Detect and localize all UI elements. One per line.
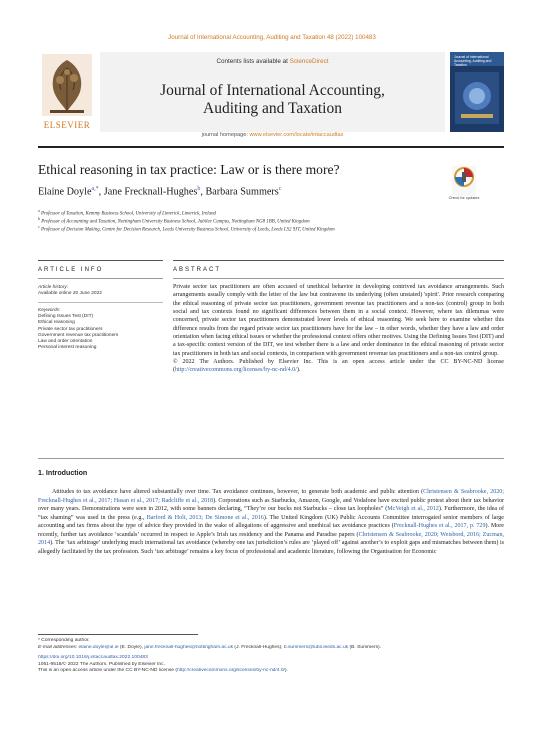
email-owner: (E. Doyle),: [118, 644, 145, 650]
doi-line: [38, 655, 504, 662]
article-title: Ethical reasoning in tax practice: Law or is there more?: [38, 162, 340, 177]
footnote-rule: [38, 634, 198, 635]
history-label: Article history:: [38, 285, 69, 290]
article-info-heading: ARTICLE INFO: [38, 267, 104, 273]
email-addresses: [38, 645, 504, 652]
affiliation-mark: b: [38, 216, 40, 221]
affiliation-mark: a: [38, 208, 40, 213]
keyword: Government revenue tax practitioners: [38, 332, 119, 338]
keyword: Personal interest reasoning: [38, 345, 97, 351]
crossmark-icon[interactable]: [452, 166, 476, 196]
email-link[interactable]: elaine.doyle@ul.ie: [78, 644, 119, 650]
publisher-wordmark: ELSEVIER: [43, 120, 91, 130]
running-head: Journal of International Accounting, Auditing and Taxation 48 (2022) 100483: [168, 34, 376, 41]
author-separator: ,: [98, 186, 104, 198]
author-name[interactable]: Elaine Doyle: [38, 186, 92, 198]
keyword: Private sector tax practitioners: [38, 326, 103, 332]
open-access-suffix: ).: [284, 668, 288, 674]
author-mark[interactable]: c: [278, 186, 282, 192]
license-link[interactable]: http://creativecommons.org/licenses/by-nc-nd/4.0/: [177, 668, 285, 674]
crossmark-label[interactable]: Check for updates: [448, 196, 480, 200]
keywords-block: [38, 308, 163, 351]
affiliation-mark: c: [38, 224, 40, 229]
author-name[interactable]: Jane Frecknall-Hughes: [103, 186, 198, 198]
email-label: E-mail addresses:: [38, 644, 79, 650]
email-owner: (B. Summers).: [348, 644, 382, 650]
sciencedirect-link[interactable]: ScienceDirect: [289, 58, 329, 65]
article-info-subrule: [38, 278, 163, 279]
doi-link[interactable]: https://doi.org/10.1016/j.intaccaudtax.2022.100483: [38, 655, 148, 661]
affiliation-text: Professor of Taxation, Kemmy Business School, University of Limerick, Limerick, Ireland: [41, 211, 216, 217]
body-text-run: ). The United Kingdom (UK) Public Accounts Committee interrogated senior members of large accounting and tax firms about the type of advice they provided in the wake of allegations of aggressive and unethical tax avoidance practices (: [38, 514, 504, 529]
body-text-run: ). Furthermore, the idea of “tax shaming” was used in the press (e.g.,: [38, 506, 504, 521]
author-mark[interactable]: a,*: [91, 186, 99, 192]
homepage-prefix: journal homepage:: [201, 132, 250, 138]
abstract-copyright-suffix: ).: [296, 367, 301, 374]
footnotes: [38, 638, 504, 675]
issn-line: 1061-9518/© 2022 The Authors. Published by Elsevier Inc.: [38, 661, 165, 667]
author-separator: ,: [200, 186, 206, 198]
body-text-run: ). Corporations such as Starbucks, Amazon, Google, and Vodafone have excited public protest about their tax behavior over many years. Demonstrations were seen in 2012, with some banners declaring, “They’re our bucks not Starbucks – close tax loopholes” (: [38, 497, 504, 512]
citation-link[interactable]: McVeigh et al., 2012: [387, 506, 439, 512]
body-text-run: Attitudes to tax avoidance have altered substantially over time. Tax avoidance continues, however, to generate both academic and public attention (: [52, 489, 424, 495]
keyword: Law and order orientation: [38, 339, 93, 345]
abstract-body: [173, 283, 504, 375]
journal-masthead: [38, 52, 504, 138]
affiliation-text: Professor of Decision Making, Centre for Decision Research, Leeds University Business School, University of Leeds, Leeds LS2 9JT, United Kingdom: [41, 227, 335, 233]
masthead-rule: [38, 146, 504, 148]
abstract-bottom-rule: [38, 458, 504, 459]
cover-title: Journal of International Accounting, Auditing and Taxation: [454, 55, 492, 67]
citation-link[interactable]: Frecknall-Hughes et al., 2017, p. 729: [393, 523, 486, 529]
corresponding-author-note: * Corresponding author.: [38, 638, 90, 643]
author-mark[interactable]: b: [197, 186, 201, 192]
abstract-copyright: © 2022 The Authors. Published by Elsevier Inc. This is an open access article under the CC BY-NC-ND license (: [173, 359, 504, 374]
homepage-link[interactable]: www.elsevier.com/locate/intaccaudtax: [249, 132, 344, 138]
citation-link[interactable]: Barford & Holt, 2013; De Simone et al., 2016: [146, 514, 264, 521]
affiliation-text: Professor of Accounting and Taxation, Nottingham University Business School, Jubilee Campus, Nottingham NG8 1BB, United Kingdom: [41, 219, 310, 225]
open-access-line: [38, 668, 504, 675]
keyword: Defining Issues Test (DIT): [38, 314, 94, 320]
article-history: [38, 285, 163, 297]
contents-line: [100, 58, 445, 65]
body-text-run: ). More recently, further tax avoidance ‘scandals’ occurred in respect to Apple’s Irish tax residency and the Panama and Paradise papers (: [38, 523, 504, 538]
article-info-rule: [38, 260, 163, 261]
elsevier-logo: [38, 52, 96, 138]
email-link[interactable]: jane.frecknall-hughes@nottingham.ac.uk: [144, 644, 234, 650]
introduction-paragraph: [38, 488, 504, 556]
abstract-rule: [173, 260, 504, 261]
keywords-label: Keywords:: [38, 308, 61, 313]
journal-homepage: [100, 132, 445, 138]
available-online: Available online 20 June 2022: [38, 291, 102, 297]
body-text-run: ). The ‘tax arbitrage’ underlying much international tax avoidance (whereby one tax jurisdiction’s rules are ‘played off’ against another’s to exploit gaps and mismatches between them) is allegedly facilitated by the tax profession. Such ‘tax arbitrage’ remains a key focus of professional and academic literature, following the Organisation for Economic: [38, 540, 504, 555]
abstract-subrule: [173, 278, 504, 279]
keyword: Ethical reasoning: [38, 320, 75, 326]
cover-art-icon: [455, 72, 499, 124]
journal-cover-image: [450, 52, 504, 132]
abstract-text: Private sector tax practitioners are often accused of unethical behavior in developing contrived tax avoidance arrangements. Such arrangements usually comply with the letter of the law but contravene its underlying (often unstated) 'spirit'. Prior research comparing the ethical reasoning of private sector tax practitioners, government revenue tax practitioners and a non-tax (control) group in both social and tax contexts found no significant differences between them in a social context. However, where tax dilemmas were concerned, private sector tax practitioners demonstrated lower levels of ethical reasoning. We seek here to examine whether this difference results from the regard private sector tax practitioners have for the law – in other words, whether they have a law and order orientation when facing ethical issues or whether the professional context offers other motives. Using the Defining Issues Test (DIT) and a tax-specific context version of the DIT, we test whether there is a law and order dominance in the ethical reasoning of private sector tax practitioners in both tax and social contexts, in comparison with government revenue tax practitioners and a non-tax control group.: [173, 284, 504, 357]
email-owner: (J. Frecknall-Hughes),: [233, 644, 284, 650]
journal-title-line1: Journal of International Accounting,: [160, 82, 385, 99]
journal-title-line2: Auditing and Taxation: [203, 99, 342, 117]
abstract-heading: ABSTRACT: [173, 267, 222, 273]
affiliation-c: [38, 224, 478, 234]
introduction-heading: 1. Introduction: [38, 469, 88, 477]
license-link[interactable]: http://creativecommons.org/licenses/by-nc-nd/4.0/: [175, 367, 297, 374]
keywords-rule: [38, 302, 163, 303]
citation-link[interactable]: Christensen & Seabrooke, 2020; Frecknall-Hughes et al., 2017; Hasan et al., 2017; Radcliffe et al., 2018: [38, 489, 504, 504]
journal-title-box: [100, 52, 445, 132]
author-list: [38, 186, 281, 197]
contents-prefix: Contents lists available at: [216, 58, 290, 65]
open-access-prefix: This is an open access article under the CC BY-NC-ND license (: [38, 668, 177, 674]
email-link[interactable]: b.summers@lubs.leeds.ac.uk: [283, 644, 349, 650]
journal-title: [100, 82, 445, 117]
citation-link[interactable]: Christensen & Seabrooke, 2020; Weisbord, 2016; Zucman, 2014: [38, 531, 504, 546]
author-name[interactable]: Barbara Summers: [205, 186, 279, 198]
